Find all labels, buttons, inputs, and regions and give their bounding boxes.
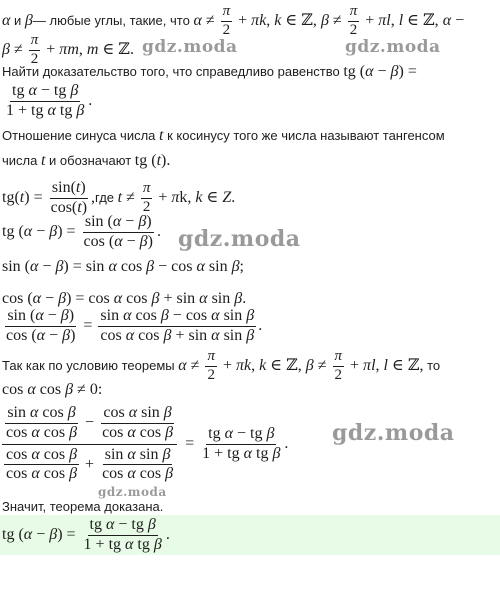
watermark: gdz.moda bbox=[332, 420, 455, 446]
watermark: gdz.moda bbox=[345, 37, 441, 57]
definition-line-1: Отношение синуса числа t к косинусу того же числа называют тангенсом bbox=[2, 127, 445, 144]
condition-line-1: α и β— любые углы, такие, что α ≠ $\frac{\pi}{2}$ + πk, k ∈ ℤ, β ≠ $\frac{\pi}{2}$ + πl, l ∈ ℤ, α − bbox=[2, 3, 465, 38]
condition-line-2: β ≠ $\frac{\pi}{2}$ + πm, m ∈ ℤ. bbox=[2, 32, 134, 67]
task-statement: Найти доказательство того, что справедливо равенство tg (α − β) = bbox=[2, 63, 417, 80]
condition-restate: Так как по условию теоремы α ≠ $\frac{\pi}{2}$ + πk, k ∈ ℤ, β ≠ $\frac{\pi}{2}$ + πl, l ∈ ℤ, то bbox=[2, 348, 441, 383]
watermark: gdz.moda bbox=[178, 226, 301, 252]
watermark: gdz.moda bbox=[98, 485, 167, 499]
ratio-equation: $\frac{\sin (\alpha - \beta)}{\cos (\alpha - \beta)}$ = $\frac{\text{sin α cos β − cos α sin β}}{\text{cos α cos β + sin α sin β}}$ . bbox=[6, 307, 263, 344]
definition-line-2: числа t и обозначают tg (t). bbox=[2, 152, 171, 169]
watermark: gdz.moda bbox=[142, 37, 238, 57]
cosine-difference: cos (α − β) = cos α cos β + sin α sin β. bbox=[2, 290, 247, 307]
tangent-difference: tg (α − β) = $\frac{\sin (\alpha - \beta)}{\cos (\alpha - \beta)}$ . bbox=[2, 213, 161, 250]
final-formula: tg (α − β) = $\frac{\text{tg α − tg β}}{\text{1 + tg α tg β}}$ . bbox=[2, 516, 170, 553]
sine-difference: sin (α − β) = sin α cos β − cos α sin β; bbox=[2, 258, 244, 275]
task-formula: $\frac{\text{tg α − tg β}}{\text{1 + tg α tg β}}$ . bbox=[6, 82, 93, 119]
cos-product-nonzero: cos α cos β ≠ 0: bbox=[2, 381, 103, 398]
conclusion-text: Значит, теорема доказана. bbox=[2, 499, 164, 514]
compound-fraction: $\frac{\text{sin α cos β}}{\text{cos α cos β}}$ − $\frac{\text{cos α sin β}}{\text{cos α cos β}}$ $\frac{\text{cos α cos β}}{\text{cos α cos β}}$ + $\frac{\text{sin α sin β}}{\text{cos α cos β}}$ = $\frac{\text{tg α − tg β}}{\text{1 + tg α tg β}}$ . bbox=[2, 405, 288, 483]
tangent-definition: tg(t) = $\frac{\sin(t)}{\cos(t)}$ ,где t ≠ $\frac{\pi}{2}$ + πk, k ∈ Z. bbox=[2, 179, 236, 216]
